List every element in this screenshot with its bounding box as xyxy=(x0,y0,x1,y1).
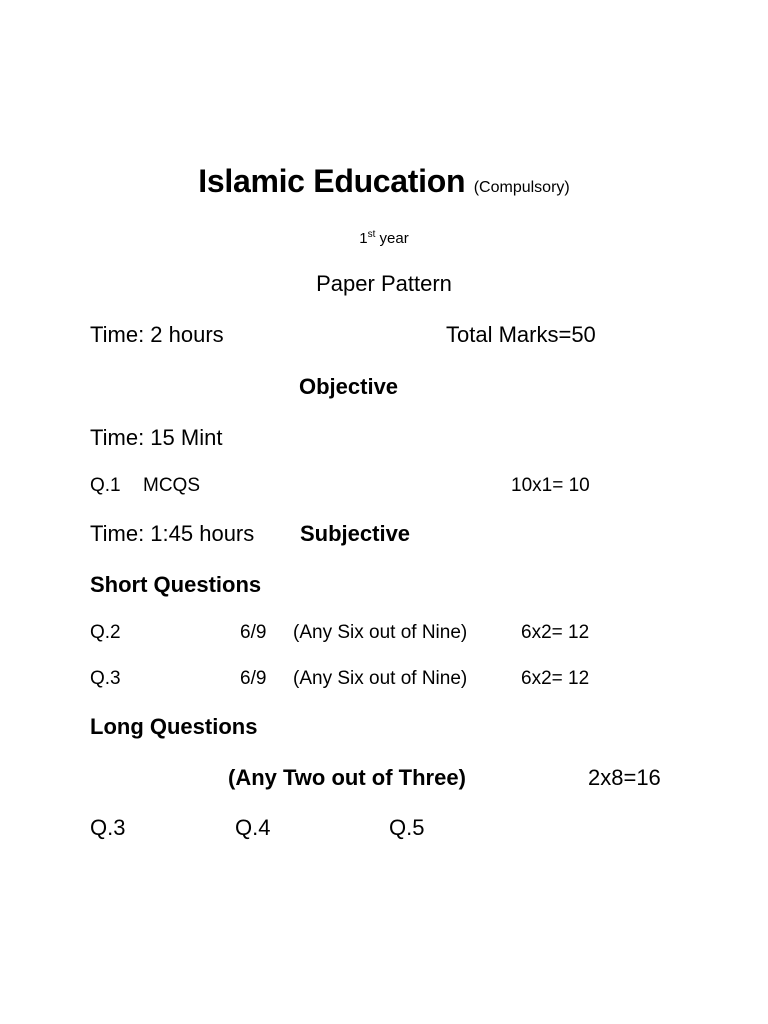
long-questions-heading: Long Questions xyxy=(90,714,258,739)
q1-marks: 10x1= 10 xyxy=(511,475,590,496)
short-question-number: Q.2 xyxy=(90,622,121,643)
long-question-item: Q.5 xyxy=(389,815,425,840)
subjective-time: Time: 1:45 hours xyxy=(90,521,255,546)
long-question-item: Q.3 xyxy=(90,815,126,840)
objective-heading: Objective xyxy=(299,374,399,399)
long-questions-marks: 2x8=16 xyxy=(588,765,661,790)
year-number: 1 xyxy=(359,230,368,247)
title-main: Islamic Education xyxy=(198,163,466,199)
short-question-marks: 6x2= 12 xyxy=(521,622,590,643)
short-question-ratio: 6/9 xyxy=(240,622,267,643)
total-time: Time: 2 hours xyxy=(90,322,224,347)
total-marks: Total Marks=50 xyxy=(446,322,596,347)
short-question-number: Q.3 xyxy=(90,668,121,689)
short-question-ratio: 6/9 xyxy=(240,668,267,689)
year-text: year xyxy=(379,230,409,247)
long-question-item: Q.4 xyxy=(235,815,271,840)
page-title xyxy=(0,163,768,200)
long-questions-note: (Any Two out of Three) xyxy=(228,765,466,790)
short-question-note: (Any Six out of Nine) xyxy=(293,622,468,643)
title-sub: (Compulsory) xyxy=(473,179,570,196)
subjective-heading: Subjective xyxy=(300,521,411,546)
objective-time: Time: 15 Mint xyxy=(90,425,223,450)
year-suffix: st xyxy=(367,229,376,240)
paper-pattern-heading: Paper Pattern xyxy=(316,271,452,296)
q1-label: MCQS xyxy=(143,475,200,496)
short-questions-heading: Short Questions xyxy=(90,572,262,597)
year-label xyxy=(0,229,768,247)
q1-number: Q.1 xyxy=(90,475,121,496)
short-question-marks: 6x2= 12 xyxy=(521,668,590,689)
short-question-note: (Any Six out of Nine) xyxy=(293,668,468,689)
